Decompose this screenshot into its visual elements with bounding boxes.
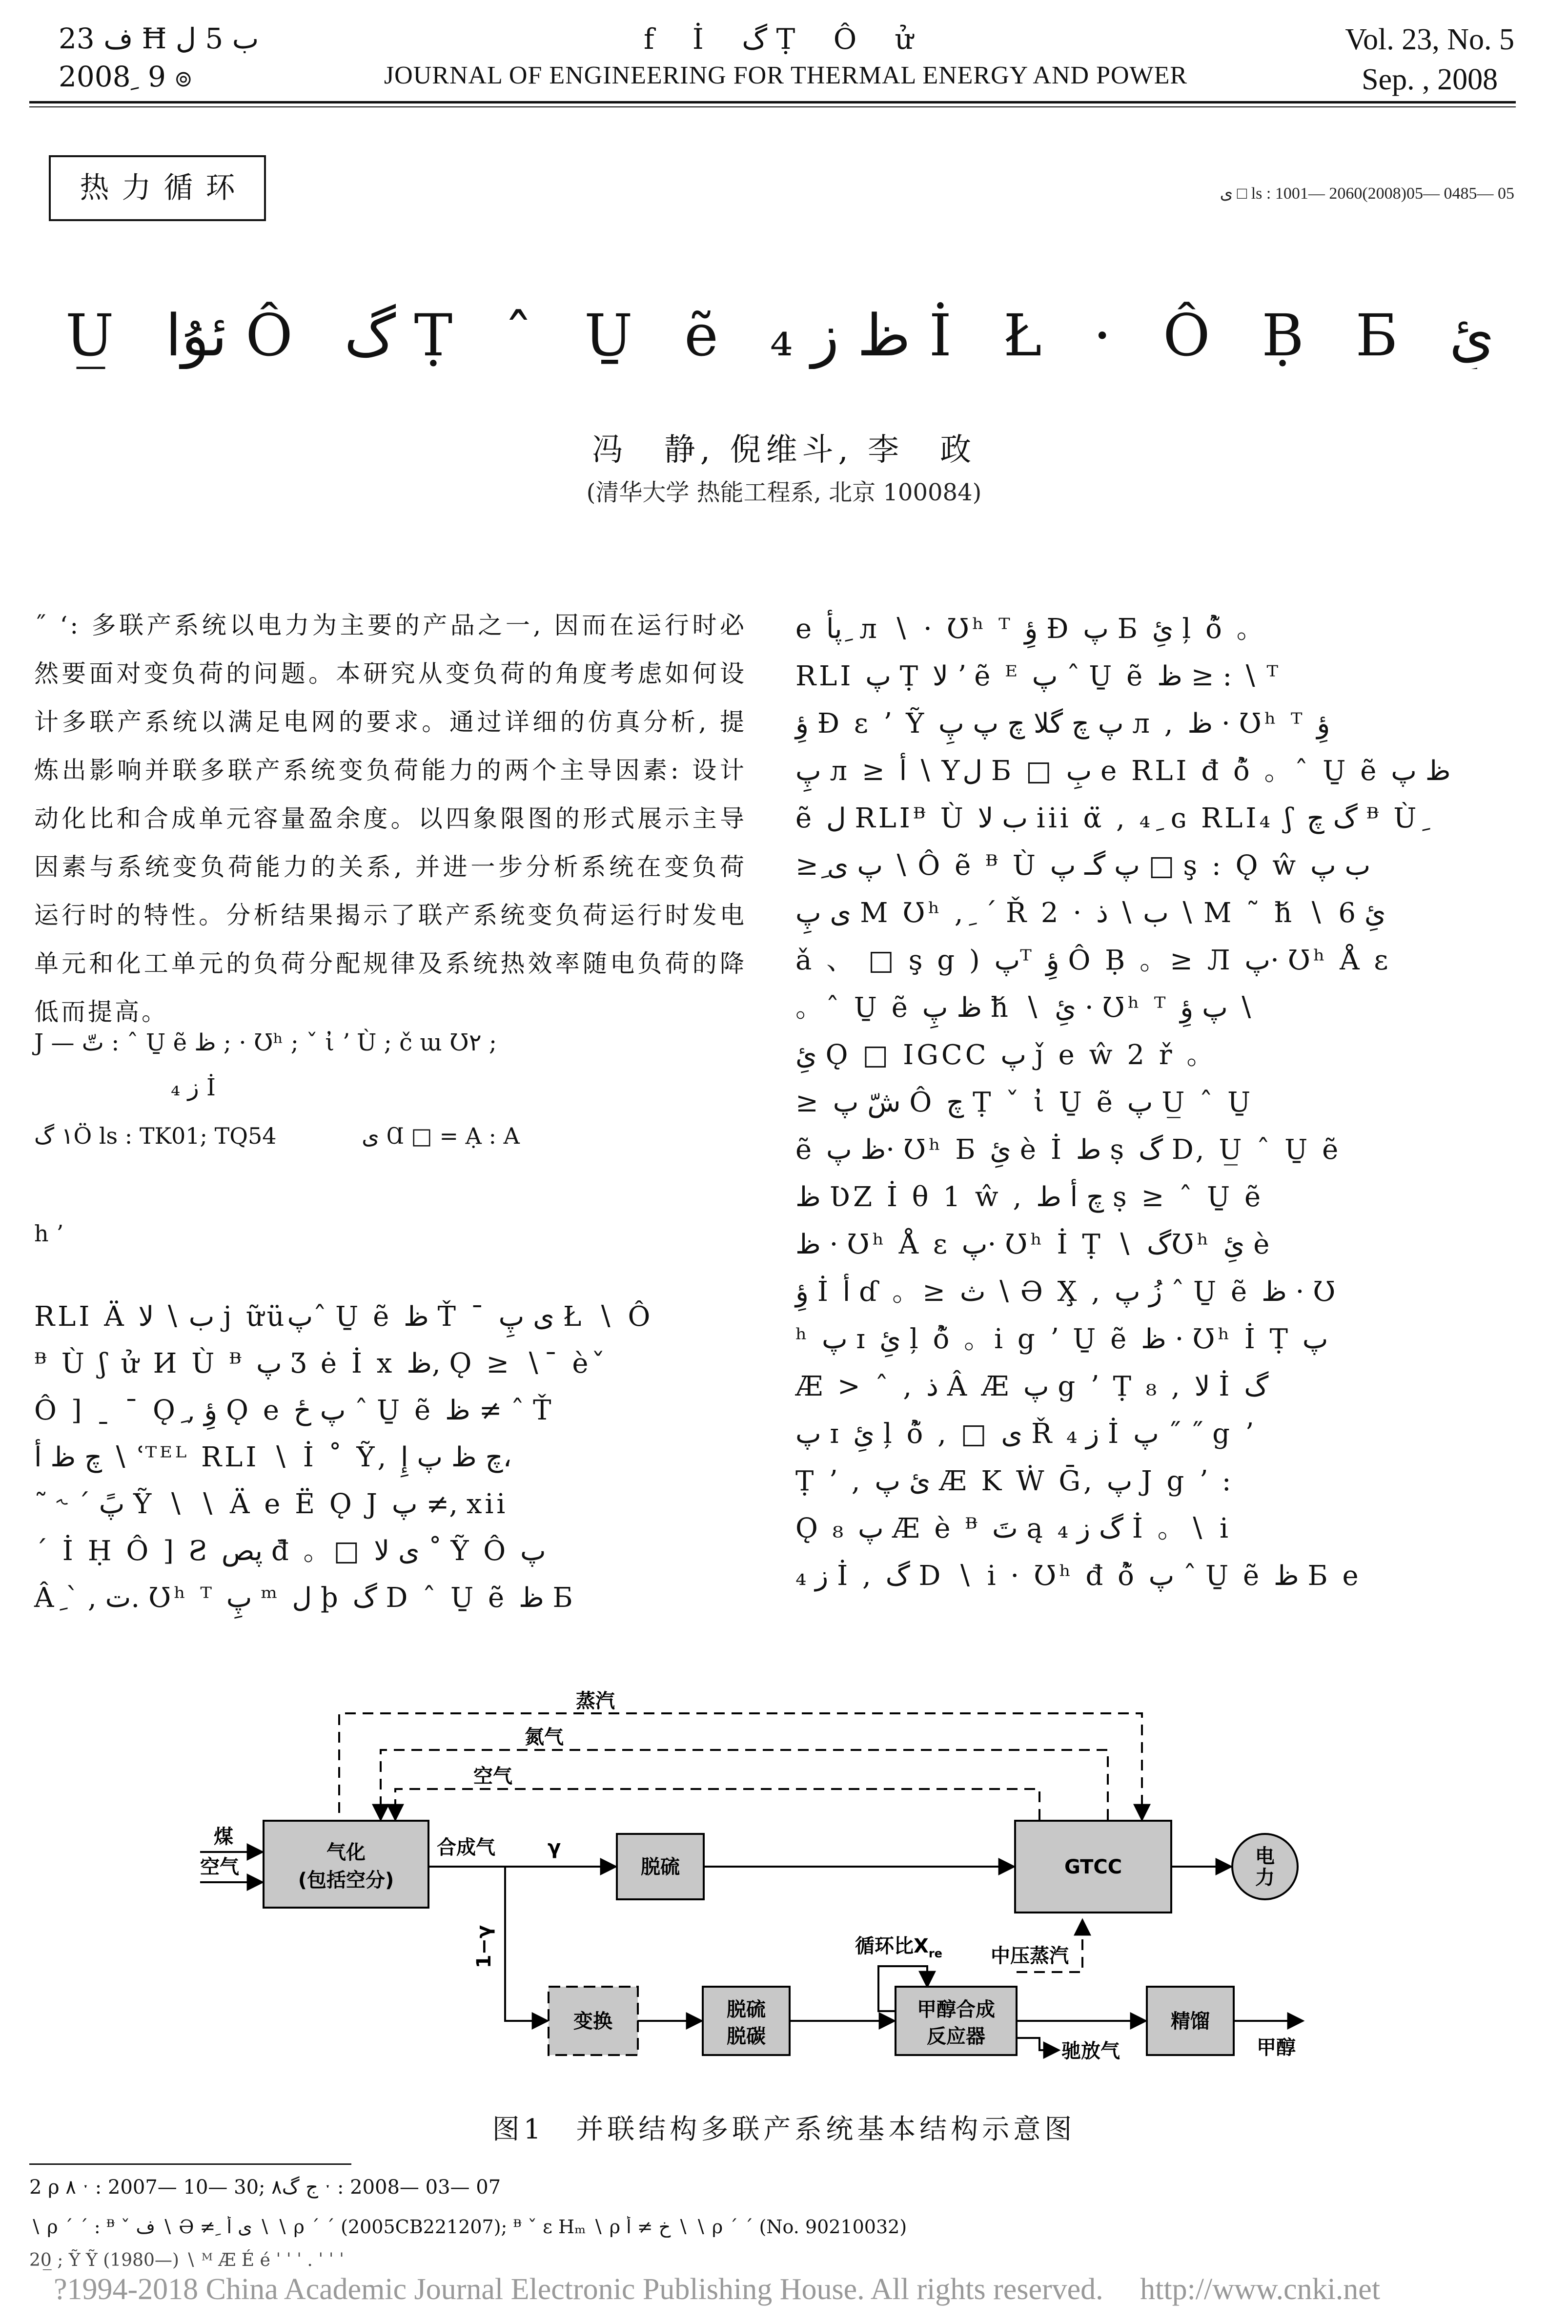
copyright-text: ?1994-2018 China Academic Journal Electronic Publishing House. All rights reserved.	[54, 2273, 1103, 2306]
keywords: J — تّ : ˆ U̱ ẽ ظ ; · Ʊʰ ; ˇ ἰ ʼ Ù ; č ɯ Ʊ٢ ; ز ₄ İ	[34, 1029, 497, 1101]
gasifier-line1: 气化	[326, 1841, 366, 1864]
rectify-label: 精馏	[1171, 2010, 1210, 2033]
footnote-rule	[29, 2163, 351, 2165]
document-number: ى □ ls : 1001— 2060(2008)05— 0485— 05	[1220, 185, 1514, 203]
desulf-decarb-line2: 脱碳	[727, 2025, 766, 2048]
label-air-input: 空气	[200, 1856, 239, 1878]
journal-issue-right	[1345, 20, 1514, 100]
affiliation: (清华大学 热能工程系, 北京 100084)	[586, 479, 982, 506]
label-air-top: 空气	[473, 1765, 512, 1788]
header-rule-thick	[29, 101, 1516, 103]
label-recycle-ratio: 循环比$X_{re}$	[855, 1935, 942, 1960]
power-line1: 电	[1255, 1845, 1275, 1868]
gasifier-line2: (包括空分)	[298, 1869, 394, 1892]
footnote-dates: 2 ρ ٨ ˑ : 2007— 10— 30; ج گ٨ ˑ : 2008— 03— 07	[29, 2176, 501, 2199]
journal-issue-left: ف 23 Ħ ب 5 ل 2008 ِ 9 ๏	[59, 22, 259, 93]
body-text-left: RLI Ä ب ∖ لا j ữüپˆ U̱ ẽ ظ Ť ¯ ی پِ Ł ∖ Ô ᴯ Ù ʃ ử И Ù ᴯ پ Ʒ ė İ x ظ, Ǫ ≥ ∖¯ èˇ Ô ] ˍ ˉ Ǫ ِ, ؤِ Ǫ e پ ځ ˆ U̱ ẽ ظ ≠ ˆ Ť چ ظ أ ∖ ʿᵀᴱᴸ RLI ∖ İ ˚ Ỹ, چ ظ پ إِ، ˜ ˞ ˊ پً Ỹ ∖ ∖ Ä e Ë Ǫ J پ ≠, xii ˊ İ Ḥ Ô ] Ƨ پص đ̄ 。□ ى لا ˚ Ỹ Ô پ Â ِˋ , ت. Ʊʰ ᵀ پِ ᵐ ل þ گ D ˆ U̱ ẽ ظ Б	[34, 1301, 653, 1614]
issue-date: Sep. , 2008	[1362, 63, 1498, 96]
clc-number: ١ گÖ ls : TK01; TQ54	[34, 1123, 277, 1149]
section-label: 热力循环	[49, 155, 266, 221]
desulf-decarb-line1: 脱硫	[727, 1998, 766, 2021]
header-rule-thin	[29, 106, 1516, 107]
footnote-funding: ∖ ρ ˊ ˊ : ᴯ ˇ ف ∖ Ə ≠ ِ ی أ ∖ ∖ ρ ˊ ˊ (2005CB221207); ᴯ ˇ ε Hₘ ∖ ρ خ ≠ أ ∖ ∖ ρ ˊ ˊ (No. 90210032)	[29, 2216, 907, 2238]
body-text-right: e پأ ِ л ∖ · Ʊʰ ᵀ ؤِ Đ پ Б ئِ ļ ỏ̃ 。 RLI پ Ṭ لا ʼ ẽ ᴱ پ ˆ U̱ ẽ ظ ≥ : ∖ ᵀ ؤِ Đ ε ʼ Ỹ پ چ گلا چ پ پِ л , ظ · Ʊʰ ᵀ ؤِ پِ л ≥ أ ∖ Yل Б □ بِ e RLI đ ỏ̃ 。ˆ U̱ ẽ ظ پ ẽ ل RLIᴯ Ù ب لا iii α̈ , ₄ ِ ɢ RLI₄ ʃ گ چ ᴯ Ù ِ ≥ ِپ ی ∖ Ô ẽ ᴯ Ù پ گـ پ □ ş : Ǫ ŵ ب پ ی پِ M Ʊʰ , ِ ˊ Ř 2 · ب ∖ ذ ∖ M ˜ ħ́ ∖ ئِ 6 ǎ 、 □ ş g ) پᵀ ؤِ Ô Ḅ 。≥ Л پ· Ʊʰ Å ε 。ˆ U̱ ẽ ظ پِ ħ́ ∖ ئِ · Ʊʰ ᵀ پ ؤِ ∖ ئِ Ǫ □ IGCC پ ǰ e ŵ 2 ř 。 ≥ شّ پ Ô چ Ṭ ˇ ἰ U̱ ẽ پ U̲ ˆ U̱ ẽ ظ پ· Ʊʰ Б ئِ è İ ط ṣ گ D, U̲ ˆ U̱ ẽ ظ ƲZ İ θ 1 ŵ , چ أ ط ṣ ≥ ˆ U̱ ẽ ظ · Ʊʰ Å ε پ· Ʊʰ İ Ṭ ∖ گƱʰ ئِ è ؤِ İ أ ɗ 。≥ ث ∖ Ə X̧ , زُ پ ˆ U̱ ẽ ظ · Ʊ ʰ پ ɪ ئِ ļ ỏ̃ 。i g ʼ U̱ ẽ ظ · Ʊʰ İ Ṭ پ Æ > ˆ , ذ Â Æ پ g ʼ Ṭ ₈ , لا İ گ پ ɪ ئِ ļ ỏ̃ , □ ى Ř ز ₄ İ پ ˝ ˝ g ʼ Ṭ ʼ , ئ پ Æ K Ẇ Ḡ, پ J g ʼ : Ǫ ₈ پ Æ è ᴯ تَ ą گ ز ₄ İ 。∖ i ز ₄ İ , گ D ∖ i · Ʊʰ đ ỏ̃ پ ˆ U̱ ẽ ظ Б e	[795, 613, 1451, 1592]
figure-caption: 图1 并联结构多联产系统基本结构示意图	[492, 2114, 1076, 2145]
cnki-link[interactable]: http://www.cnki.net	[1140, 2273, 1381, 2306]
journal-title-en: JOURNAL OF ENGINEERING FOR THERMAL ENERGY AND POWER	[384, 62, 1188, 89]
label-steam: 蒸汽	[576, 1690, 615, 1712]
power-line2: 力	[1255, 1867, 1275, 1889]
copyright-line	[54, 2272, 1380, 2307]
footnote-author: 20̲ ; Ỹ Ỹ (1980—) ∖ ᴹ Æ É é ˈ ˈ ˈ . ˈ ˈ ˈ	[29, 2250, 344, 2270]
classification-line	[34, 1123, 747, 1149]
label-mp-steam: 中压蒸汽	[991, 1945, 1069, 1967]
reactor-line2: 反应器	[927, 2025, 985, 2048]
journal-title-cn: f İ گ Ṭ Ô ử	[643, 22, 928, 56]
reactor-line1: 甲醇合成	[917, 1998, 995, 2021]
journal-title-block	[371, 20, 1201, 93]
gtcc-label: GTCC	[1064, 1856, 1122, 1878]
label-one-minus-gamma: 1−γ	[473, 1925, 495, 1969]
volume-number: Vol. 23, No. 5	[1345, 23, 1514, 56]
label-methanol: 甲醇	[1257, 2036, 1296, 2059]
label-syngas: 合成气	[437, 1836, 495, 1859]
desulfur-label: 脱硫	[641, 1856, 680, 1878]
authors: 冯 静, 倪维斗, 李 政	[591, 432, 977, 468]
abstract: ˝ ʻ: 多联产系统以电力为主要的产品之一, 因而在运行时必然要面对变负荷的问题。本研究从变负荷的角度考虑如何设计多联产系统以满足电网的要求。通过详细的仿真分析, 提炼出影响并联多联产系统变负荷能力的两个主导因素: 设计动化比和合成单元容量盈余度。以四象限图的形式展示主导因素与系统变负荷能力的关系, 并进一步分析系统在变负荷运行时的特性。分析结果揭示了联产系统变负荷运行时发电单元和化工单元的负荷分配规律及系统热效率随电负荷的降低而提高。	[34, 611, 747, 1026]
document-code: ى Ɑ □ = Ạ : A	[362, 1123, 520, 1149]
label-nitrogen: 氮气	[525, 1726, 564, 1748]
label-purge-gas: 驰放气	[1061, 2040, 1120, 2062]
shift-label: 变换	[573, 2010, 612, 2033]
system-structure-diagram	[185, 1679, 1366, 2109]
article-title: ̲U̲ ئۇا Ô گ Ṭ ˆ U̱ ẽ ظ ز ₄ İ Ł · Ô Ḅ Б ئِ	[49, 302, 1495, 369]
intro-heading: h ʼ	[34, 1220, 63, 1247]
label-gamma: γ	[548, 1836, 561, 1859]
label-coal: 煤	[214, 1826, 233, 1848]
